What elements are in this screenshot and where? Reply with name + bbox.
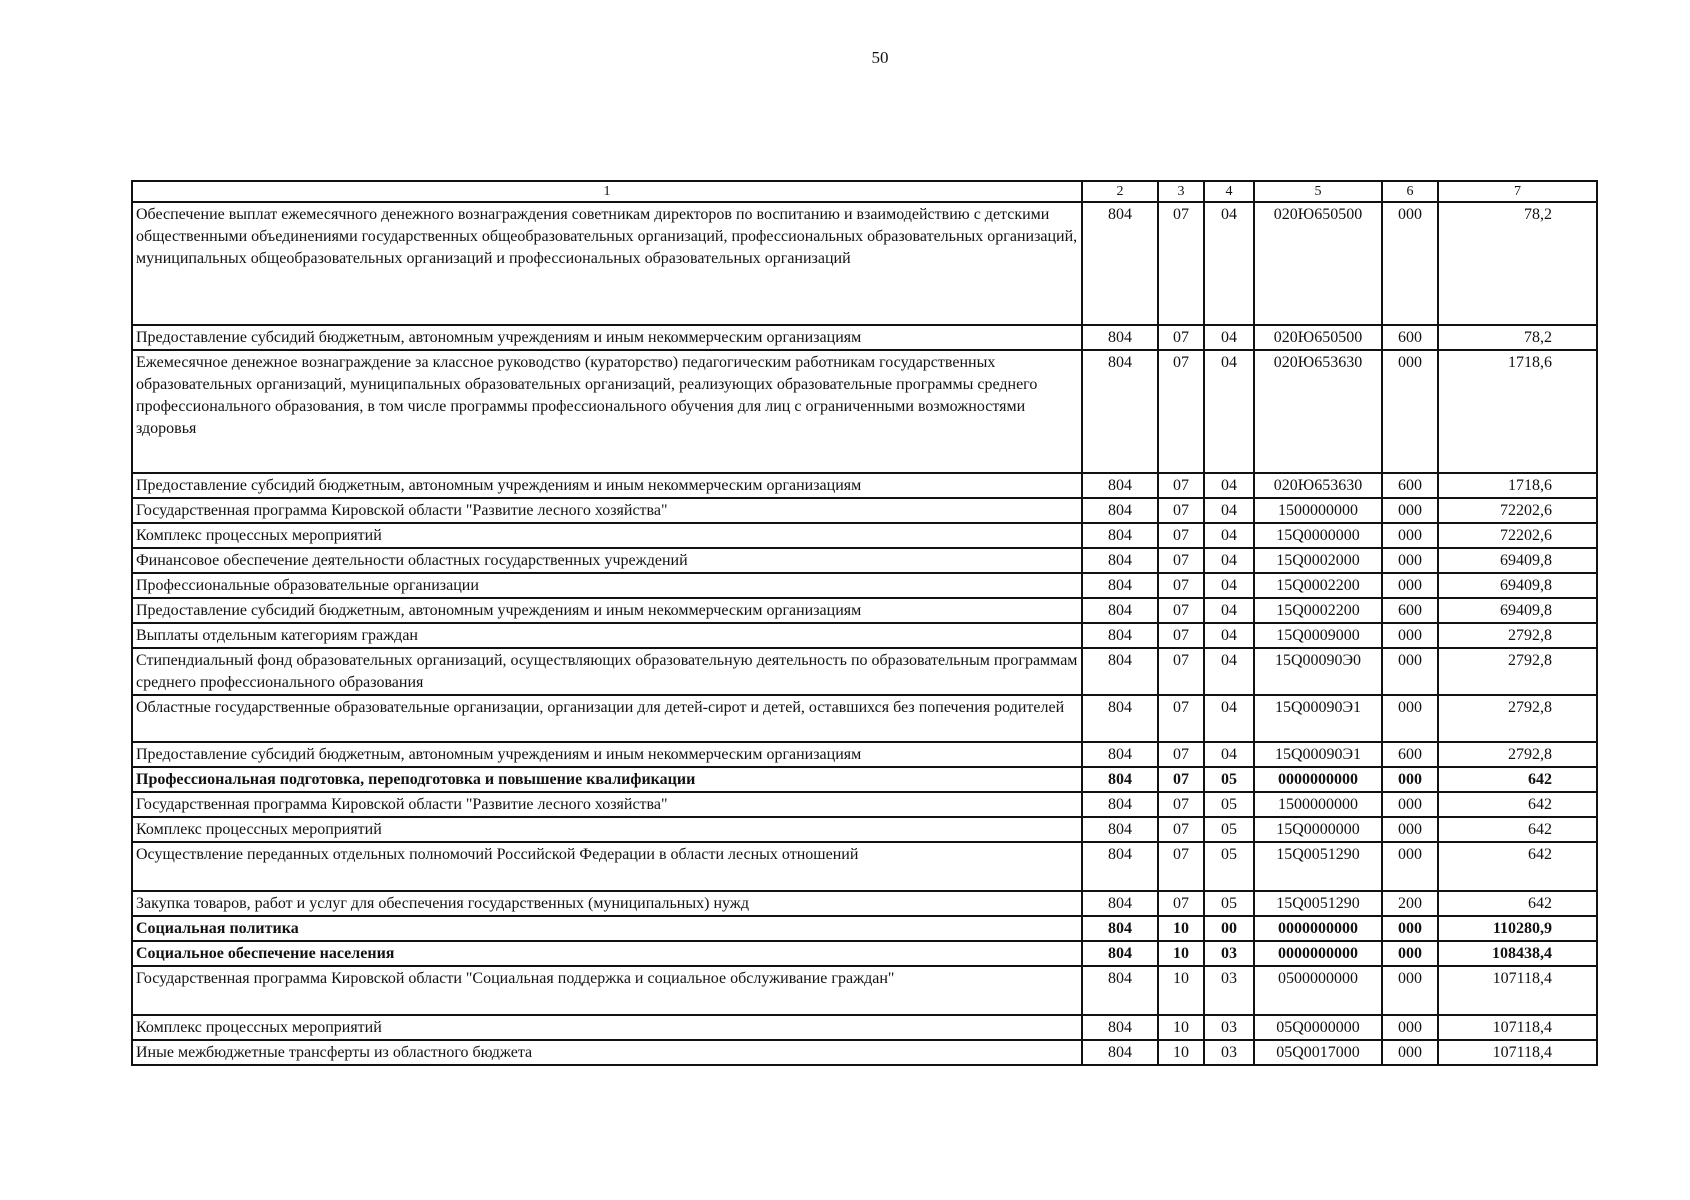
row-section-cell: 07 (1158, 473, 1204, 498)
row-expense-type-cell: 600 (1382, 742, 1438, 767)
table-row (132, 966, 1597, 1015)
table-row (132, 817, 1597, 842)
row-admin-code-cell: 804 (1082, 548, 1158, 573)
row-name-cell: Предоставление субсидий бюджетным, автономным учреждениям и иным некоммерческим организациям (132, 325, 1082, 350)
row-section-cell: 07 (1158, 325, 1204, 350)
row-admin-code-cell: 804 (1082, 202, 1158, 325)
row-section-cell: 07 (1158, 350, 1204, 473)
row-expense-type-cell: 600 (1382, 473, 1438, 498)
row-target-article-cell: 020Ю650500 (1254, 202, 1382, 325)
row-amount-cell: 2792,8 (1438, 695, 1597, 742)
row-section-cell: 07 (1158, 742, 1204, 767)
row-admin-code-cell: 804 (1082, 350, 1158, 473)
row-admin-code-cell: 804 (1082, 498, 1158, 523)
row-admin-code-cell: 804 (1082, 742, 1158, 767)
row-section-cell: 07 (1158, 548, 1204, 573)
row-subsection-cell: 04 (1204, 523, 1254, 548)
row-section-cell: 07 (1158, 891, 1204, 916)
row-expense-type-cell: 000 (1382, 966, 1438, 1015)
row-admin-code-cell: 804 (1082, 767, 1158, 792)
row-admin-code-cell: 804 (1082, 325, 1158, 350)
row-target-article-cell: 1500000000 (1254, 498, 1382, 523)
row-expense-type-cell: 000 (1382, 623, 1438, 648)
row-amount-cell: 110280,9 (1438, 916, 1597, 941)
header-cell-6: 6 (1382, 181, 1438, 202)
row-target-article-cell: 020Ю650500 (1254, 325, 1382, 350)
table-row (132, 325, 1597, 350)
row-target-article-cell: 15Q00090Э0 (1254, 648, 1382, 695)
row-expense-type-cell: 000 (1382, 792, 1438, 817)
row-target-article-cell: 15Q0000000 (1254, 523, 1382, 548)
row-subsection-cell: 05 (1204, 817, 1254, 842)
row-amount-cell: 78,2 (1438, 325, 1597, 350)
row-admin-code-cell: 804 (1082, 916, 1158, 941)
row-name-cell: Предоставление субсидий бюджетным, автономным учреждениям и иным некоммерческим организациям (132, 598, 1082, 623)
row-subsection-cell: 00 (1204, 916, 1254, 941)
row-amount-cell: 1718,6 (1438, 473, 1597, 498)
table-row (132, 350, 1597, 473)
row-admin-code-cell: 804 (1082, 598, 1158, 623)
row-section-cell: 07 (1158, 648, 1204, 695)
row-expense-type-cell: 000 (1382, 842, 1438, 891)
row-name-cell: Государственная программа Кировской области "Развитие лесного хозяйства" (132, 498, 1082, 523)
table-row (132, 767, 1597, 792)
row-amount-cell: 72202,6 (1438, 498, 1597, 523)
row-section-cell: 10 (1158, 1040, 1204, 1065)
row-target-article-cell: 15Q0002200 (1254, 573, 1382, 598)
row-section-cell: 07 (1158, 498, 1204, 523)
table-row (132, 548, 1597, 573)
row-target-article-cell: 15Q0051290 (1254, 891, 1382, 916)
row-expense-type-cell: 000 (1382, 523, 1438, 548)
table-row (132, 916, 1597, 941)
row-section-cell: 10 (1158, 966, 1204, 1015)
row-name-cell: Финансовое обеспечение деятельности областных государственных учреждений (132, 548, 1082, 573)
row-target-article-cell: 05Q0000000 (1254, 1015, 1382, 1040)
row-subsection-cell: 04 (1204, 573, 1254, 598)
row-amount-cell: 642 (1438, 767, 1597, 792)
header-cell-4: 4 (1204, 181, 1254, 202)
row-name-cell: Государственная программа Кировской области "Социальная поддержка и социальное обслуживание граждан" (132, 966, 1082, 1015)
header-cell-5: 5 (1254, 181, 1382, 202)
row-expense-type-cell: 000 (1382, 941, 1438, 966)
row-amount-cell: 1718,6 (1438, 350, 1597, 473)
table-row (132, 742, 1597, 767)
row-target-article-cell: 15Q0051290 (1254, 842, 1382, 891)
row-section-cell: 07 (1158, 202, 1204, 325)
row-admin-code-cell: 804 (1082, 623, 1158, 648)
budget-table (131, 180, 1598, 1066)
table-row (132, 695, 1597, 742)
row-expense-type-cell: 000 (1382, 350, 1438, 473)
row-name-cell: Профессиональная подготовка, переподготовка и повышение квалификации (132, 767, 1082, 792)
row-name-cell: Осуществление переданных отдельных полномочий Российской Федерации в области лесных отношений (132, 842, 1082, 891)
row-section-cell: 10 (1158, 916, 1204, 941)
table-row (132, 648, 1597, 695)
row-amount-cell: 108438,4 (1438, 941, 1597, 966)
row-subsection-cell: 04 (1204, 695, 1254, 742)
row-amount-cell: 72202,6 (1438, 523, 1597, 548)
row-amount-cell: 642 (1438, 842, 1597, 891)
row-expense-type-cell: 000 (1382, 767, 1438, 792)
row-name-cell: Государственная программа Кировской области "Развитие лесного хозяйства" (132, 792, 1082, 817)
row-subsection-cell: 05 (1204, 767, 1254, 792)
row-target-article-cell: 15Q0009000 (1254, 623, 1382, 648)
row-amount-cell: 78,2 (1438, 202, 1597, 325)
row-amount-cell: 642 (1438, 792, 1597, 817)
row-amount-cell: 642 (1438, 891, 1597, 916)
row-subsection-cell: 04 (1204, 350, 1254, 473)
row-admin-code-cell: 804 (1082, 573, 1158, 598)
row-subsection-cell: 03 (1204, 966, 1254, 1015)
row-expense-type-cell: 000 (1382, 648, 1438, 695)
row-expense-type-cell: 000 (1382, 548, 1438, 573)
row-target-article-cell: 020Ю653630 (1254, 473, 1382, 498)
row-expense-type-cell: 600 (1382, 598, 1438, 623)
table-row (132, 842, 1597, 891)
table-row (132, 202, 1597, 325)
row-amount-cell: 2792,8 (1438, 648, 1597, 695)
row-admin-code-cell: 804 (1082, 695, 1158, 742)
row-name-cell: Комплекс процессных мероприятий (132, 1015, 1082, 1040)
row-subsection-cell: 03 (1204, 941, 1254, 966)
row-expense-type-cell: 000 (1382, 1040, 1438, 1065)
row-subsection-cell: 03 (1204, 1015, 1254, 1040)
row-target-article-cell: 05Q0017000 (1254, 1040, 1382, 1065)
table-row (132, 1015, 1597, 1040)
row-name-cell: Ежемесячное денежное вознаграждение за классное руководство (кураторство) педагогическим работникам государственных образовательных организаций, муниципальных образовательных организаций, реализующих образовательные программы среднего профессионального образования, в том числе программы профессионального обучения для лиц с ограниченными возможностями здоровья (132, 350, 1082, 473)
row-target-article-cell: 020Ю653630 (1254, 350, 1382, 473)
row-target-article-cell: 0000000000 (1254, 916, 1382, 941)
row-section-cell: 10 (1158, 941, 1204, 966)
row-expense-type-cell: 000 (1382, 573, 1438, 598)
header-cell-1: 1 (132, 181, 1082, 202)
row-section-cell: 07 (1158, 842, 1204, 891)
row-admin-code-cell: 804 (1082, 941, 1158, 966)
row-name-cell: Иные межбюджетные трансферты из областного бюджета (132, 1040, 1082, 1065)
row-admin-code-cell: 804 (1082, 1015, 1158, 1040)
row-amount-cell: 107118,4 (1438, 1040, 1597, 1065)
row-name-cell: Областные государственные образовательные организации, организации для детей-сирот и детей, оставшихся без попечения родителей (132, 695, 1082, 742)
row-subsection-cell: 05 (1204, 891, 1254, 916)
row-target-article-cell: 15Q00090Э1 (1254, 695, 1382, 742)
row-name-cell: Предоставление субсидий бюджетным, автономным учреждениям и иным некоммерческим организациям (132, 473, 1082, 498)
row-name-cell: Предоставление субсидий бюджетным, автономным учреждениям и иным некоммерческим организациям (132, 742, 1082, 767)
header-cell-3: 3 (1158, 181, 1204, 202)
row-amount-cell: 69409,8 (1438, 598, 1597, 623)
row-admin-code-cell: 804 (1082, 842, 1158, 891)
row-name-cell: Социальная политика (132, 916, 1082, 941)
row-subsection-cell: 05 (1204, 792, 1254, 817)
row-subsection-cell: 04 (1204, 742, 1254, 767)
row-expense-type-cell: 000 (1382, 817, 1438, 842)
row-expense-type-cell: 000 (1382, 695, 1438, 742)
row-amount-cell: 107118,4 (1438, 1015, 1597, 1040)
row-admin-code-cell: 804 (1082, 1040, 1158, 1065)
table-row (132, 498, 1597, 523)
row-subsection-cell: 03 (1204, 1040, 1254, 1065)
row-name-cell: Закупка товаров, работ и услуг для обеспечения государственных (муниципальных) нужд (132, 891, 1082, 916)
row-name-cell: Профессиональные образовательные организации (132, 573, 1082, 598)
row-target-article-cell: 0000000000 (1254, 767, 1382, 792)
row-amount-cell: 69409,8 (1438, 548, 1597, 573)
row-admin-code-cell: 804 (1082, 648, 1158, 695)
header-cell-7: 7 (1438, 181, 1597, 202)
row-admin-code-cell: 804 (1082, 891, 1158, 916)
header-row (132, 181, 1597, 202)
row-name-cell: Выплаты отдельным категориям граждан (132, 623, 1082, 648)
table-row (132, 792, 1597, 817)
row-admin-code-cell: 804 (1082, 792, 1158, 817)
row-amount-cell: 642 (1438, 817, 1597, 842)
table-row (132, 623, 1597, 648)
row-name-cell: Стипендиальный фонд образовательных организаций, осуществляющих образовательную деятельность по образовательным программам среднего профессионального образования (132, 648, 1082, 695)
row-target-article-cell: 0000000000 (1254, 941, 1382, 966)
row-admin-code-cell: 804 (1082, 966, 1158, 1015)
row-section-cell: 07 (1158, 623, 1204, 648)
row-name-cell: Социальное обеспечение населения (132, 941, 1082, 966)
row-section-cell: 07 (1158, 598, 1204, 623)
row-subsection-cell: 04 (1204, 598, 1254, 623)
row-section-cell: 07 (1158, 792, 1204, 817)
table-row (132, 891, 1597, 916)
row-subsection-cell: 04 (1204, 548, 1254, 573)
row-name-cell: Комплекс процессных мероприятий (132, 523, 1082, 548)
row-section-cell: 10 (1158, 1015, 1204, 1040)
row-admin-code-cell: 804 (1082, 473, 1158, 498)
row-amount-cell: 2792,8 (1438, 623, 1597, 648)
row-expense-type-cell: 000 (1382, 202, 1438, 325)
row-subsection-cell: 04 (1204, 473, 1254, 498)
row-target-article-cell: 15Q00090Э1 (1254, 742, 1382, 767)
row-expense-type-cell: 000 (1382, 498, 1438, 523)
row-amount-cell: 69409,8 (1438, 573, 1597, 598)
table-row (132, 598, 1597, 623)
page-number: 50 (871, 48, 889, 67)
row-expense-type-cell: 000 (1382, 916, 1438, 941)
row-target-article-cell: 15Q0002200 (1254, 598, 1382, 623)
row-amount-cell: 107118,4 (1438, 966, 1597, 1015)
row-subsection-cell: 05 (1204, 842, 1254, 891)
table-body (132, 181, 1597, 1065)
row-section-cell: 07 (1158, 817, 1204, 842)
row-subsection-cell: 04 (1204, 623, 1254, 648)
row-section-cell: 07 (1158, 767, 1204, 792)
row-expense-type-cell: 000 (1382, 1015, 1438, 1040)
header-cell-2: 2 (1082, 181, 1158, 202)
row-admin-code-cell: 804 (1082, 817, 1158, 842)
row-amount-cell: 2792,8 (1438, 742, 1597, 767)
row-subsection-cell: 04 (1204, 202, 1254, 325)
table-row (132, 473, 1597, 498)
table-row (132, 1040, 1597, 1065)
table-row (132, 941, 1597, 966)
row-target-article-cell: 1500000000 (1254, 792, 1382, 817)
row-target-article-cell: 15Q0002000 (1254, 548, 1382, 573)
table-row (132, 523, 1597, 548)
row-expense-type-cell: 200 (1382, 891, 1438, 916)
row-section-cell: 07 (1158, 523, 1204, 548)
row-subsection-cell: 04 (1204, 498, 1254, 523)
row-section-cell: 07 (1158, 573, 1204, 598)
row-subsection-cell: 04 (1204, 648, 1254, 695)
row-target-article-cell: 15Q0000000 (1254, 817, 1382, 842)
row-admin-code-cell: 804 (1082, 523, 1158, 548)
row-name-cell: Обеспечение выплат ежемесячного денежного вознаграждения советникам директоров по воспитанию и взаимодействию с детскими общественными объединениями государственных общеобразовательных организаций, профессиональных образовательных организаций, муниципальных общеобразовательных организаций и профессиональных образовательных организаций (132, 202, 1082, 325)
row-target-article-cell: 0500000000 (1254, 966, 1382, 1015)
row-subsection-cell: 04 (1204, 325, 1254, 350)
row-expense-type-cell: 600 (1382, 325, 1438, 350)
row-section-cell: 07 (1158, 695, 1204, 742)
table-row (132, 573, 1597, 598)
row-name-cell: Комплекс процессных мероприятий (132, 817, 1082, 842)
